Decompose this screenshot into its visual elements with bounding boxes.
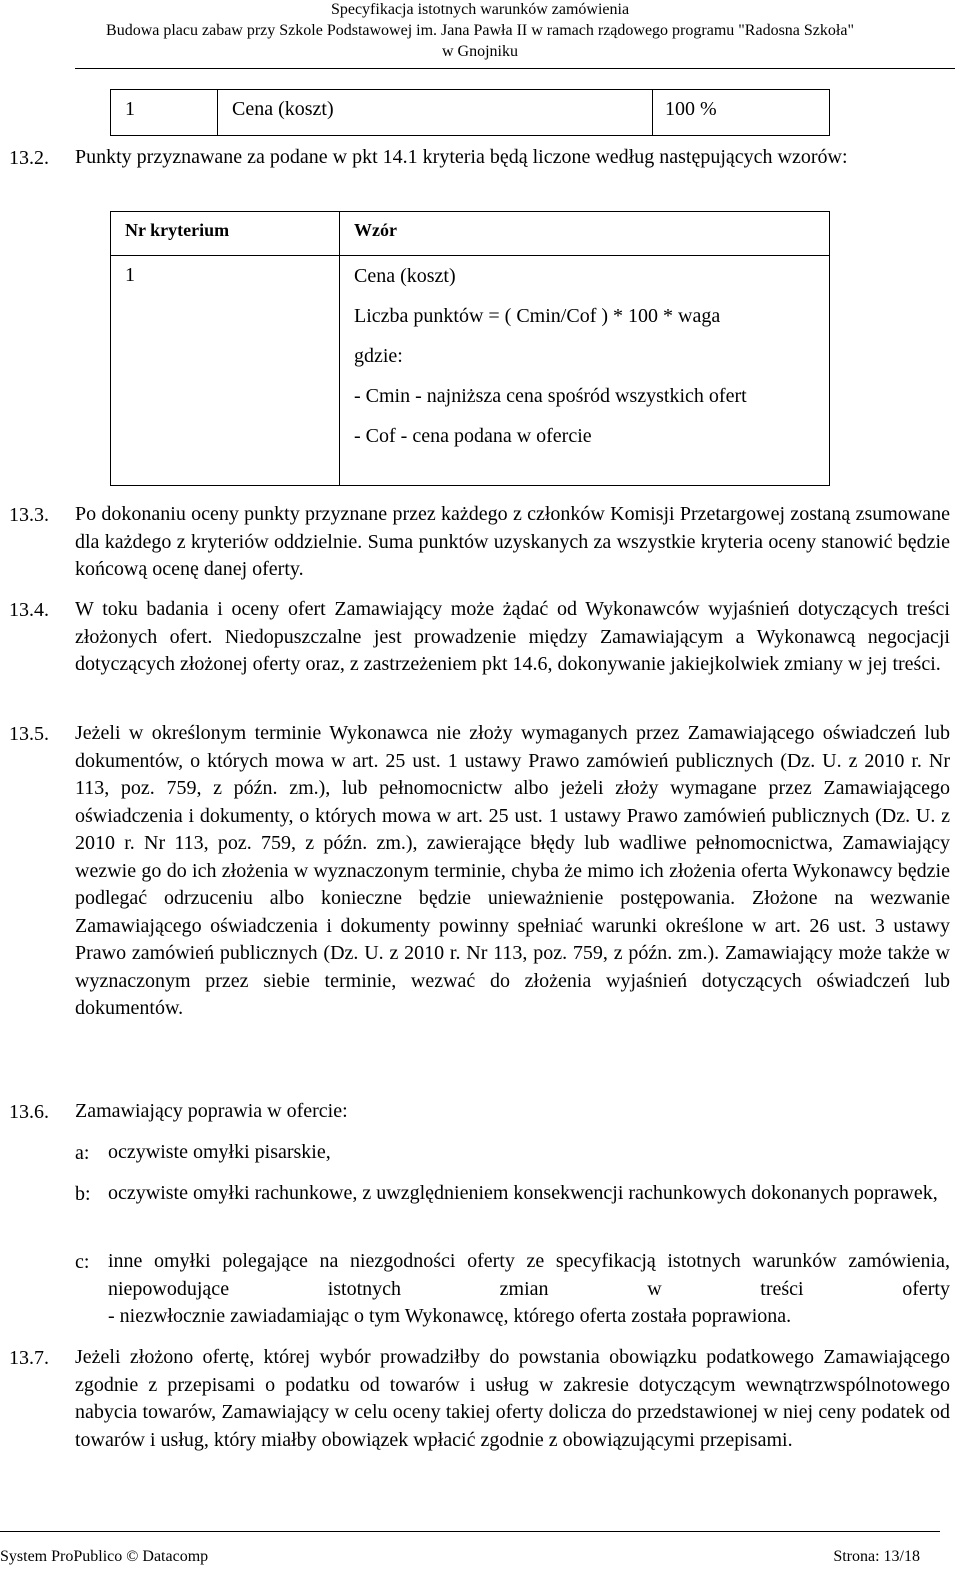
table1-name: Cena (koszt) bbox=[218, 90, 653, 136]
section-13-5-number: 13.5. bbox=[9, 723, 49, 745]
table2-formula-cell bbox=[340, 256, 830, 486]
section-13-4-text bbox=[75, 596, 950, 679]
section-13-3-text bbox=[75, 501, 950, 584]
item-c-label: c: bbox=[75, 1251, 90, 1273]
table1-nr: 1 bbox=[111, 90, 218, 136]
item-c-text-2: - niezwłocznie zawiadamiając o tym Wykonawcę, którego oferta została poprawiona. bbox=[108, 1305, 792, 1327]
section-13-7-number: 13.7. bbox=[9, 1347, 49, 1369]
header-line-3: w Gnojniku bbox=[442, 43, 518, 60]
section-13-7-body: Jeżeli złożono ofertę, której wybór prowadziłby do powstania obowiązku podatkowego Zamawiającego zgodnie z przepisami o podatku od towarów i usług w zakresie dotyczącym wewnątrzwspólnotowego nabycia towarów, Zamawiający w celu oceny takiej oferty dolicza do przedstawionej w niej ceny podatek od towarów i usług, który miałby obowiązek wpłacić zgodnie z obowiązującymi przepisami. bbox=[75, 1346, 950, 1451]
criteria-weight-table bbox=[110, 89, 830, 136]
header-line-1: Specyfikacja istotnych warunków zamówienia bbox=[330, 1, 630, 18]
item-b-label: b: bbox=[75, 1183, 91, 1205]
table1-weight: 100 % bbox=[653, 90, 830, 136]
section-13-4-body: W toku badania i oceny ofert Zamawiający może żądać od Wykonawców wyjaśnień dotyczących treści złożonych ofert. Niedopuszczalne jest prowadzenie między Zamawiającym a Wykonawcą negocjacji dotyczących złożonej oferty oraz, z zastrzeżeniem pkt 14.6, dokonywanie jakiejkolwiek zmiany w jej treści. bbox=[75, 598, 950, 675]
header-line-2: Budowa placu zabaw przy Szkole Podstawowej im. Jana Pawła II w ramach rządowego programu "Radosna Szkoła" bbox=[106, 22, 854, 39]
table2-formula: Liczba punktów = ( Cmin/Cof ) * 100 * waga bbox=[354, 305, 721, 327]
table2-cof: - Cof - cena podana w ofercie bbox=[354, 425, 592, 447]
section-13-6-number: 13.6. bbox=[9, 1101, 49, 1123]
section-13-3-number: 13.3. bbox=[9, 504, 49, 526]
section-13-4-number: 13.4. bbox=[9, 599, 49, 621]
item-b-text: oczywiste omyłki rachunkowe, z uwzględnieniem konsekwencji rachunkowych dokonanych poprawek, bbox=[108, 1182, 938, 1204]
item-a-text: oczywiste omyłki pisarskie, bbox=[108, 1141, 331, 1163]
footer-page-number: Strona: 13/18 bbox=[833, 1548, 920, 1565]
table2-name: Cena (koszt) bbox=[354, 265, 456, 287]
section-13-7-text bbox=[75, 1344, 950, 1454]
table2-nr: 1 bbox=[111, 256, 340, 486]
header-rule bbox=[75, 68, 955, 69]
formula-table bbox=[110, 211, 830, 486]
footer-left: System ProPublico © Datacomp bbox=[0, 1548, 209, 1565]
item-c-text: inne omyłki polegające na niezgodności oferty ze specyfikacją istotnych warunków zamówienia, niepowodujące istotnych zmian w treści oferty bbox=[108, 1250, 950, 1300]
section-13-2-body: Punkty przyznawane za podane w pkt 14.1 kryteria będą liczone według następujących wzorów: bbox=[75, 146, 848, 168]
section-13-5-body: Jeżeli w określonym terminie Wykonawca nie złoży wymaganych przez Zamawiającego oświadczeń lub dokumentów, o których mowa w art. 25 ust. 1 ustawy Prawo zamówień publicznych (Dz. U. z 2010 r. Nr 113, poz. 759, z późn. zm.), lub pełnomocnictw albo jeżeli złoży wymagane przez Zamawiającego oświadczenia i dokumenty, o których mowa w art. 25 ust. 1 ustawy Prawo zamówień publicznych (Dz. U. z 2010 r. Nr 113, poz. 759, z późn. zm.), zawierające błędy lub wadliwe pełnomocnictwa, Zamawiający wezwie go do ich złożenia w wyznaczonym terminie, chyba że mimo ich złożenia oferta Wykonawcy będzie podlegać odrzuceniu albo konieczne będzie unieważnienie postępowania. Złożone na wezwanie Zamawiającego oświadczenia i dokumenty powinny spełniać warunki określone w art. 26 ust. 3 ustawy Prawo zamówień publicznych (Dz. U. z 2010 r. Nr 113, poz. 759, z późn. zm.). Zamawiający może także w wyznaczonym przez siebie terminie, wezwać do złożenia wyjaśnień dotyczących oświadczeń lub dokumentów. bbox=[75, 722, 950, 1019]
table2-col-nr: Nr kryterium bbox=[111, 212, 340, 256]
table2-col-formula: Wzór bbox=[340, 212, 830, 256]
table2-where: gdzie: bbox=[354, 345, 403, 367]
item-a-label: a: bbox=[75, 1142, 90, 1164]
section-13-3-body: Po dokonaniu oceny punkty przyznane przez każdego z członków Komisji Przetargowej zostaną zsumowane dla każdego z kryteriów oddzielnie. Suma punktów uzyskanych za wszystkie kryteria oceny stanowić będzie końcową ocenę danej oferty. bbox=[75, 503, 950, 580]
footer-rule bbox=[0, 1531, 940, 1532]
table2-cmin: - Cmin - najniższa cena spośród wszystkich ofert bbox=[354, 385, 747, 407]
section-13-2-text bbox=[75, 144, 950, 172]
section-13-6-text: Zamawiający poprawia w ofercie: bbox=[75, 1100, 348, 1122]
section-13-5-text bbox=[75, 720, 950, 1023]
section-13-2-number: 13.2. bbox=[9, 147, 49, 169]
